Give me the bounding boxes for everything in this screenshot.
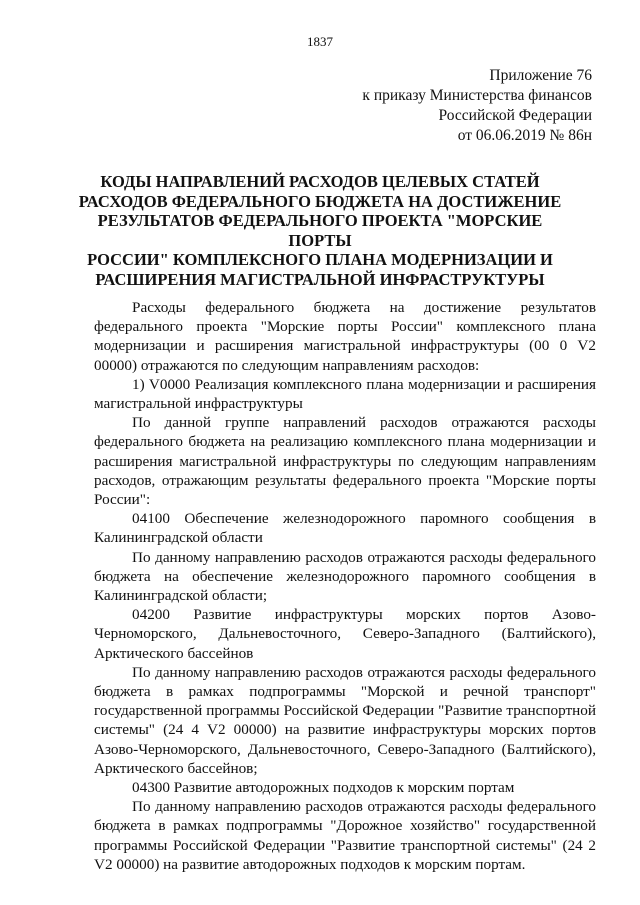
- paragraph-intro: Расходы федерального бюджета на достижение результатов федерального проекта "Морские порты России" комплексного плана модернизации и расширения магистральной инфраструктуры (00 0 V2 00000) отражаются по следующим направлениям расходов:: [94, 299, 596, 374]
- paragraph-code-04100-description: По данному направлению расходов отражаются расходы федерального бюджета на обеспечение железнодорожного паромного сообщения в Калининградской области;: [94, 548, 596, 605]
- paragraph-group-v0000: 1) V0000 Реализация комплексного плана модернизации и расширения магистральной инфраструктуры: [94, 375, 596, 413]
- title-line-1: КОДЫ НАПРАВЛЕНИЙ РАСХОДОВ ЦЕЛЕВЫХ СТАТЕЙ: [100, 172, 540, 191]
- appendix-block: [362, 66, 592, 146]
- paragraph-code-04100: 04100 Обеспечение железнодорожного паромного сообщения в Калининградской области: [94, 510, 596, 547]
- appendix-line-4: от 06.06.2019 № 86н: [457, 127, 592, 144]
- paragraph-code-04200-description: По данному направлению расходов отражаются расходы федерального бюджета в рамках подпрограммы "Морской и речной транспорт" государственной программы Российской Федерации "Развитие транспортной системы" (24 4 V2 00000) на развитие инфраструктуры морских портов Азово-Черноморского, Дальневосточного, Северо-Западного (Балтийского), Арктического бассейнов;: [94, 663, 596, 777]
- title-line-2: РАСХОДОВ ФЕДЕРАЛЬНОГО БЮДЖЕТА НА ДОСТИЖЕНИЕ: [78, 191, 562, 211]
- appendix-line-3: Российской Федерации: [438, 107, 592, 124]
- paragraph-group-description: По данной группе направлений расходов отражаются расходы федерального бюджета на реализацию комплексного плана модернизации и расширения магистральной инфраструктуры по следующим направлениям расходов, отражающим результаты федерального проекта "Морские порты России":: [94, 414, 596, 509]
- paragraph-code-04300-description: По данному направлению расходов отражаются расходы федерального бюджета в рамках подпрограммы "Дорожное хозяйство" государственной программы Российской Федерации "Развитие транспортной системы" (24 2 V2 00000) на развитие автодорожных подходов к морским портам.: [94, 798, 596, 873]
- title-line-3: РЕЗУЛЬТАТОВ ФЕДЕРАЛЬНОГО ПРОЕКТА "МОРСКИЕ ПОРТЫ: [97, 211, 543, 250]
- appendix-line-1: Приложение 76: [489, 67, 592, 84]
- document-body: [94, 298, 596, 874]
- page-number: 1837: [307, 34, 333, 49]
- appendix-line-2: к приказу Министерства финансов: [362, 87, 592, 104]
- title-line-5: РАСШИРЕНИЯ МАГИСТРАЛЬНОЙ ИНФРАСТРУКТУРЫ: [95, 269, 545, 289]
- paragraph-code-04200: 04200 Развитие инфраструктуры морских портов Азово-Черноморского, Дальневосточного, Северо-Западного (Балтийского), Арктического бассейнов: [94, 606, 596, 662]
- title-line-4: РОССИИ" КОМПЛЕКСНОГО ПЛАНА МОДЕРНИЗАЦИИ И: [87, 250, 553, 269]
- paragraph-code-04300: 04300 Развитие автодорожных подходов к морским портам: [132, 779, 515, 797]
- document-title: [70, 172, 570, 289]
